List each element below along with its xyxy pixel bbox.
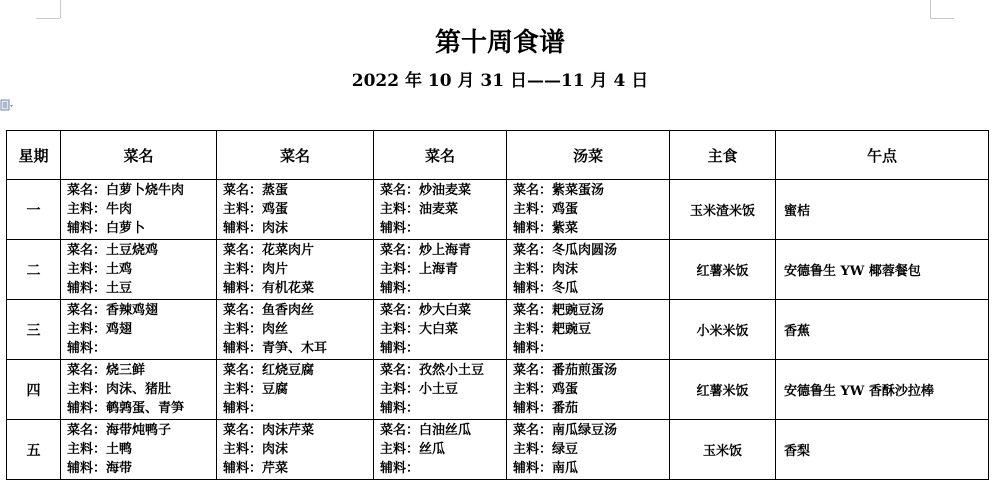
dish-name: 菜名：南瓜绿豆汤 [513, 423, 618, 438]
menu-table [6, 130, 989, 480]
dish-main-ingredient: 主料：小土豆 [380, 382, 459, 397]
dish-side-ingredient: 辅料： [223, 401, 263, 416]
dish-name: 菜名：红烧豆腐 [223, 363, 315, 378]
dish-side-ingredient: 辅料：土豆 [67, 281, 133, 296]
dish-main-ingredient: 主料：土鸡 [67, 262, 133, 277]
dish-cell [217, 300, 374, 360]
dish-name: 菜名：炒油麦菜 [380, 183, 472, 198]
staple-cell: 红薯米饭 [670, 240, 776, 300]
dish-main-ingredient: 主料：土鸭 [67, 442, 133, 457]
page-title: 第十周食谱 [434, 28, 565, 58]
dish-cell [374, 240, 507, 300]
dish-main-ingredient: 主料：耙豌豆 [513, 322, 592, 337]
dish-name: 菜名：冬瓜肉圆汤 [513, 243, 618, 258]
staple-cell: 红薯米饭 [670, 360, 776, 420]
dish-main-ingredient: 主料：鸡翅 [67, 322, 133, 337]
table-row [7, 420, 989, 480]
dish-side-ingredient: 辅料：芹菜 [223, 461, 289, 476]
table-row [7, 360, 989, 420]
snack-cell: 香梨 [776, 420, 989, 480]
dish-main-ingredient: 主料：上海青 [380, 262, 459, 277]
dish-side-ingredient: 辅料： [67, 341, 107, 356]
dish-main-ingredient: 主料：大白菜 [380, 322, 459, 337]
dish-main-ingredient: 主料：鸡蛋 [513, 382, 579, 397]
dish-cell [217, 360, 374, 420]
dish-side-ingredient: 辅料： [380, 461, 420, 476]
weekday-cell: 一 [7, 180, 61, 240]
dish-name: 菜名：孜然小土豆 [380, 363, 485, 378]
dish-cell [217, 240, 374, 300]
dish-name: 菜名：耙豌豆汤 [513, 303, 605, 318]
weekday-cell: 四 [7, 360, 61, 420]
dish-side-ingredient: 辅料：海带 [67, 461, 133, 476]
dish-name: 菜名：海带炖鸭子 [67, 423, 172, 438]
page-corner-mark [930, 18, 954, 19]
dish-main-ingredient: 主料：肉丝 [223, 322, 289, 337]
dish-cell [217, 180, 374, 240]
dish-main-ingredient: 主料：豆腐 [223, 382, 289, 397]
soup-cell [507, 240, 670, 300]
table-row [7, 240, 989, 300]
page-corner-mark [36, 18, 60, 19]
dish-cell [374, 360, 507, 420]
snack-cell: 安德鲁生 YW 椰蓉餐包 [776, 240, 989, 300]
dish-cell [374, 300, 507, 360]
dish-side-ingredient: 辅料：肉沫 [223, 221, 289, 236]
dish-side-ingredient: 辅料： [380, 221, 420, 236]
dish-main-ingredient: 主料：丝瓜 [380, 442, 446, 457]
dish-side-ingredient: 辅料：有机花菜 [223, 281, 315, 296]
header-row [7, 131, 989, 180]
dish-side-ingredient: 辅料：青笋、木耳 [223, 341, 328, 356]
staple-cell: 玉米饭 [670, 420, 776, 480]
dish-cell [374, 420, 507, 480]
header-dish-1: 菜名 [61, 131, 217, 180]
dish-main-ingredient: 主料：肉沫、猪肚 [67, 382, 172, 397]
dish-main-ingredient: 主料：油麦菜 [380, 202, 459, 217]
dish-cell [61, 180, 217, 240]
page-corner-mark [60, 0, 61, 18]
dish-side-ingredient: 辅料： [380, 281, 420, 296]
snack-cell: 香蕉 [776, 300, 989, 360]
dish-name: 菜名：白油丝瓜 [380, 423, 472, 438]
page-corner-mark [930, 0, 931, 18]
weekday-cell: 二 [7, 240, 61, 300]
dish-name: 菜名：紫菜蛋汤 [513, 183, 605, 198]
dish-name: 菜名：肉沫芹菜 [223, 423, 315, 438]
soup-cell [507, 300, 670, 360]
header-weekday: 星期 [7, 131, 61, 180]
dish-main-ingredient: 主料：肉沫 [223, 442, 289, 457]
dish-side-ingredient: 辅料：白萝卜 [67, 221, 146, 236]
snack-cell: 蜜桔 [776, 180, 989, 240]
dish-side-ingredient: 辅料：南瓜 [513, 461, 579, 476]
dish-side-ingredient: 辅料： [380, 401, 420, 416]
dish-main-ingredient: 主料：肉沫 [513, 262, 579, 277]
header-dish-3: 菜名 [374, 131, 507, 180]
weekday-cell: 三 [7, 300, 61, 360]
dish-cell [217, 420, 374, 480]
soup-cell [507, 360, 670, 420]
dish-main-ingredient: 主料：鸡蛋 [223, 202, 289, 217]
header-staple: 主食 [670, 131, 776, 180]
dish-cell [61, 420, 217, 480]
dish-side-ingredient: 辅料： [513, 341, 553, 356]
dish-name: 菜名：白萝卜烧牛肉 [67, 183, 185, 198]
dish-side-ingredient: 辅料： [380, 341, 420, 356]
document-paste-icon[interactable] [0, 98, 14, 112]
dish-cell [61, 300, 217, 360]
dish-name: 菜名：蒸蛋 [223, 183, 289, 198]
dish-main-ingredient: 主料：绿豆 [513, 442, 579, 457]
header-soup: 汤菜 [507, 131, 670, 180]
snack-cell: 安德鲁生 YW 香酥沙拉棒 [776, 360, 989, 420]
dish-main-ingredient: 主料：肉片 [223, 262, 289, 277]
dish-name: 菜名：香辣鸡翅 [67, 303, 159, 318]
dish-name: 菜名：鱼香肉丝 [223, 303, 315, 318]
soup-cell [507, 180, 670, 240]
soup-cell [507, 420, 670, 480]
header-snack: 午点 [776, 131, 989, 180]
dish-side-ingredient: 辅料：番茄 [513, 401, 579, 416]
dish-side-ingredient: 辅料：鹌鹑蛋、青笋 [67, 401, 185, 416]
dish-side-ingredient: 辅料：冬瓜 [513, 281, 579, 296]
dish-main-ingredient: 主料：鸡蛋 [513, 202, 579, 217]
table-row [7, 180, 989, 240]
dish-name: 菜名：炒上海青 [380, 243, 472, 258]
dish-main-ingredient: 主料：牛肉 [67, 202, 133, 217]
dish-name: 菜名：炒大白菜 [380, 303, 472, 318]
dish-cell [374, 180, 507, 240]
dish-name: 菜名：土豆烧鸡 [67, 243, 159, 258]
dish-cell [61, 360, 217, 420]
staple-cell: 玉米渣米饭 [670, 180, 776, 240]
dish-name: 菜名：番茄煎蛋汤 [513, 363, 618, 378]
staple-cell: 小米米饭 [670, 300, 776, 360]
weekday-cell: 五 [7, 420, 61, 480]
header-dish-2: 菜名 [217, 131, 374, 180]
dish-name: 菜名：烧三鲜 [67, 363, 146, 378]
dish-side-ingredient: 辅料：紫菜 [513, 221, 579, 236]
dish-cell [61, 240, 217, 300]
table-row [7, 300, 989, 360]
date-range: 2022 年 10 月 31 日——11 月 4 日 [351, 71, 649, 91]
dish-name: 菜名：花菜肉片 [223, 243, 315, 258]
